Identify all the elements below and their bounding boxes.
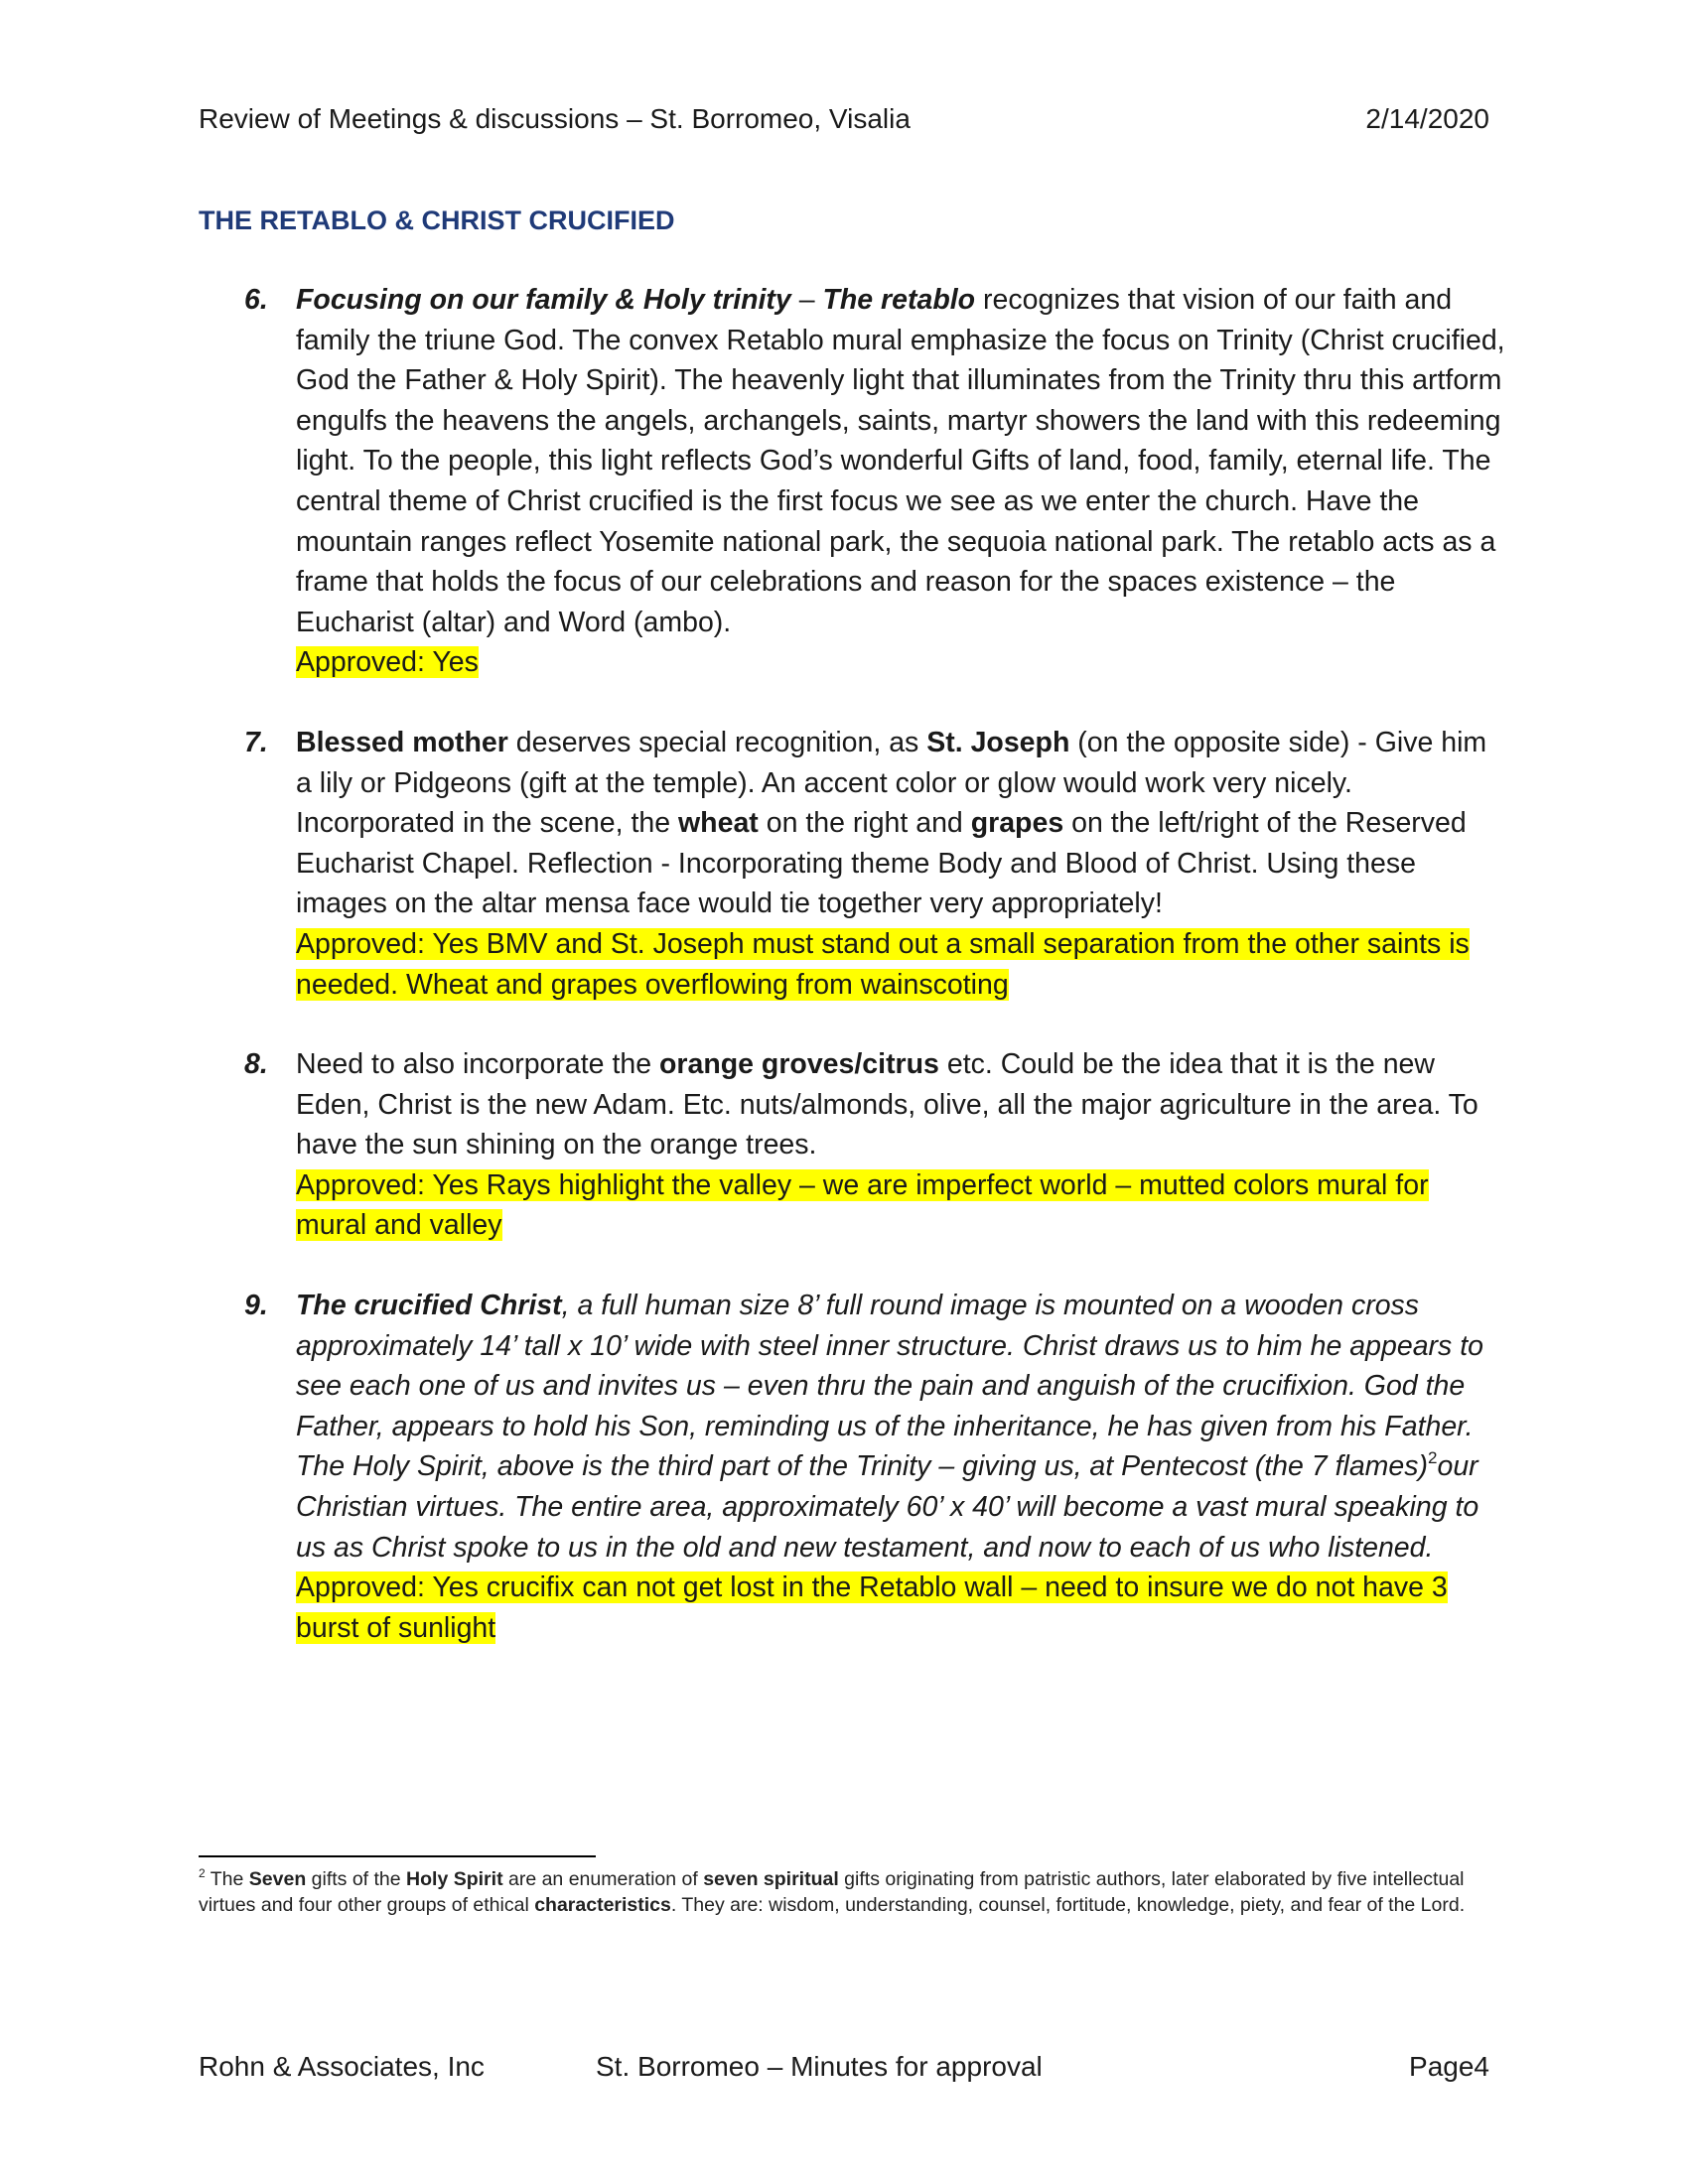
footnote-ref[interactable]: 2 [1428,1448,1438,1468]
item-bold-2: St. Joseph [926,726,1070,758]
item-text-1: Need to also incorporate the [296,1048,659,1081]
item-body [296,723,1505,924]
list-item-6 [244,280,1505,683]
item-text-2: our Christian virtues. The entire area, approximately 60’ x 40’ will become a vast mural speaking to us as Christ spoke to us in the old and new testament, and now to each of us who listened. [296,1450,1479,1564]
item-bold-1: orange groves/citrus [658,1048,939,1081]
item-number: 7. [244,726,268,758]
item-number: 9. [244,1290,268,1322]
item-body [296,1044,1505,1165]
footnote-text-3: are an enumeration of [502,1868,704,1890]
list-item-9 [244,1286,1505,1648]
item-lead: Focusing on our family & Holy trinity [296,284,791,316]
item-lead-2: The retablo [822,284,976,316]
item-bold-4: grapes [970,807,1064,840]
item-text-1: deserves special recognition, as [507,726,927,758]
item-lead: The crucified Christ [296,1290,562,1322]
footer-page-label: Page [1409,2051,1475,2082]
footnote-text-5: . They are: wisdom, understanding, counsel, fortitude, knowledge, piety, and fear of the Lord. [670,1894,1466,1916]
approval-note: Approved: Yes crucifix can not get lost in the Retablo wall – need to insure we do not have 3 burst of sunlight [296,1571,1448,1644]
item-text: recognizes that vision of our faith and family the triune God. The convex Retablo mural emphasize the focus on Trinity (Christ crucified, God the Father & Holy Spirit). The heavenly light that illuminates from the Trinity thru this artform engulfs the heavens the angels, archangels, saints, martyr showers the land with this redeeming light. To the people, this light reflects God’s wonderful Gifts of land, food, family, eternal life. The central theme of Christ crucified is the first focus we see as we enter the church. Have the mountain ranges reflect Yosemite national park, the sequoia national park. The retablo acts as a frame that holds the focus of our celebrations and reason for the spaces existence – the Eucharist (altar) and Word (ambo). [296,284,1505,638]
footer-page-value: 4 [1474,2051,1489,2082]
footer-page-number [1409,2047,1489,2087]
item-text-3: on the right and [758,807,971,840]
footer-doc-title: St. Borromeo – Minutes for approval [596,2051,1043,2082]
item-dash: – [790,284,823,316]
section-title: THE RETABLO & CHRIST CRUCIFIED [199,205,675,235]
item-bold-1: Blessed mother [296,726,508,758]
footnote-text-4: gifts originating from patristic authors, later elaborated by five intellectual virtues and four other groups of ethical [199,1868,1465,1916]
header-title: Review of Meetings & discussions – St. Borromeo, Visalia [199,103,911,134]
approval-note: Approved: Yes BMV and St. Joseph must stand out a small separation from the other saints is needed. Wheat and grapes overflowing from wainscoting [296,927,1470,1001]
item-text-4: on the left/right of the Reserved Eucharist Chapel. Reflection - Incorporating theme Body and Blood of Christ. Using these images on the altar mensa face would tie together very appropriately! [296,807,1467,920]
header-date: 2/14/2020 [1365,103,1489,134]
item-body [296,1286,1505,1568]
footnote-bold-1: Seven [248,1868,307,1890]
footnote-text-1: The [205,1868,249,1890]
footnote-bold-3: seven spiritual [703,1868,839,1890]
footnote-mark: 2 [199,1866,206,1880]
list-item-7 [244,723,1505,1005]
item-text-1: , a full human size 8’ full round image is mounted on a wooden cross approximately 14’ tall x 10’ wide with steel inner structure. Christ draws us to him he appears to see each one of us and invites us – even thru the pain and anguish of the crucifixion. God the Father, appears to hold his Son, reminding us of the inheritance, he has given from his Father. The Holy Spirit, above is the third part of the Trinity – giving us, at Pentecost (the 7 flames) [296,1290,1483,1483]
item-number: 6. [244,284,268,316]
page-header [199,99,1489,139]
item-list [244,280,1505,1648]
item-body [296,280,1505,642]
item-text-2: etc. Could be the idea that it is the new Eden, Christ is the new Adam. Etc. nuts/almonds, olive, all the major agriculture in the area. To have the sun shining on the orange trees. [296,1048,1478,1161]
footnote-bold-2: Holy Spirit [406,1868,503,1890]
list-item-8 [244,1044,1505,1246]
footnote-text-2: gifts of the [306,1868,407,1890]
footer-company: Rohn & Associates, Inc [199,2051,485,2082]
item-text-2: (on the opposite side) - Give him a lily or Pidgeons (gift at the temple). An accent color or glow would work very nicely. Incorporated in the scene, the [296,726,1487,840]
footnote [199,1866,1489,1918]
footnote-bold-4: characteristics [534,1894,671,1916]
item-bold-3: wheat [678,807,759,840]
footnote-separator [199,1855,596,1857]
approval-note: Approved: Yes Rays highlight the valley – we are imperfect world – mutted colors mural for mural and valley [296,1168,1429,1242]
item-number: 8. [244,1048,268,1081]
approval-note: Approved: Yes [296,646,479,679]
